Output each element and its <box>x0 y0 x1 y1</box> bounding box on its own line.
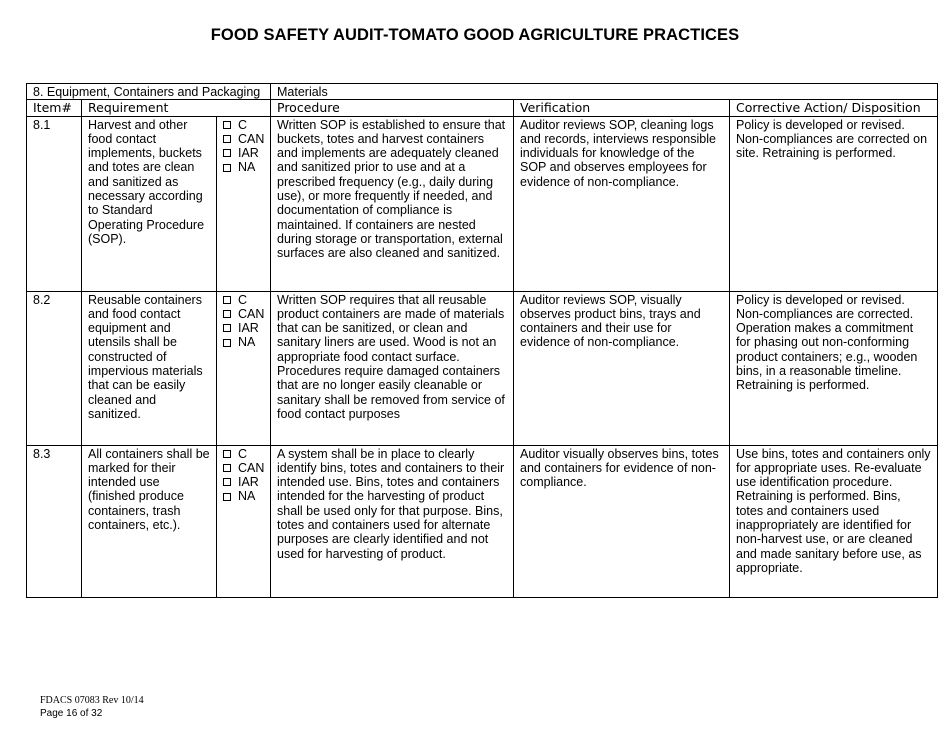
corrective-text: Use bins, totes and containers only for appropriate uses. Re-evaluate use identification procedure. Retraining is performed. Bins, totes and containers used inappropriately are identified for non-harvest use, or are cleaned and made sanitary before use, as appropriate. <box>730 445 938 597</box>
compliance-options <box>217 116 271 291</box>
checkbox-icon[interactable] <box>223 464 231 472</box>
checkbox-icon[interactable] <box>223 310 231 318</box>
verification-text: Auditor reviews SOP, cleaning logs and records, interviews responsible individuals for knowledge of the SOP and observes employees for evidence of non-compliance. <box>514 116 730 291</box>
checkbox-icon[interactable] <box>223 478 231 486</box>
audit-table <box>26 83 938 598</box>
checkbox-icon[interactable] <box>223 339 231 347</box>
checkbox-icon[interactable] <box>223 149 231 157</box>
col-header-corrective: Corrective Action/ Disposition <box>730 100 938 116</box>
item-number: 8.3 <box>27 445 82 597</box>
section-header-row <box>27 84 938 100</box>
option-na[interactable]: NA <box>223 489 270 503</box>
option-iar[interactable]: IAR <box>223 146 270 160</box>
checkbox-icon[interactable] <box>223 121 231 129</box>
option-c[interactable]: C <box>223 118 270 132</box>
col-header-item: Item# <box>27 100 82 116</box>
option-c[interactable]: C <box>223 447 270 461</box>
checkbox-icon[interactable] <box>223 324 231 332</box>
option-na[interactable]: NA <box>223 160 270 174</box>
table-row <box>27 291 938 445</box>
procedure-text: Written SOP is established to ensure that buckets, totes and harvest containers and implements are adequately cleaned and sanitized prior to use and at a prescribed frequency (e.g., daily during use), or more frequently if needed, and documentation of compliance is maintained. If containers are nested during storage or transportation, external surfaces are also cleaned and sanitized. <box>271 116 514 291</box>
corrective-text: Policy is developed or revised. Non-compliances are corrected on site. Retraining is performed. <box>730 116 938 291</box>
form-number: FDACS 07083 Rev 10/14 <box>40 695 144 706</box>
col-header-requirement: Requirement <box>82 100 271 116</box>
option-c[interactable]: C <box>223 293 270 307</box>
option-iar[interactable]: IAR <box>223 475 270 489</box>
page-title: FOOD SAFETY AUDIT-TOMATO GOOD AGRICULTURE PRACTICES <box>210 26 740 44</box>
procedure-text: Written SOP requires that all reusable product containers are made of materials that can be sanitized, or clean and sanitary liners are used. Wood is not an appropriate food contact surface. Procedures require damaged containers that are no longer easily cleanable or sanitary shall be removed from service of food contact purposes <box>271 291 514 445</box>
option-can[interactable]: CAN <box>223 307 270 321</box>
option-iar[interactable]: IAR <box>223 321 270 335</box>
option-can[interactable]: CAN <box>223 132 270 146</box>
section-title-continued: Materials <box>271 84 938 100</box>
section-title: 8. Equipment, Containers and Packaging <box>27 84 271 100</box>
checkbox-icon[interactable] <box>223 164 231 172</box>
table-row <box>27 445 938 597</box>
checkbox-icon[interactable] <box>223 493 231 501</box>
corrective-text: Policy is developed or revised. Non-compliances are corrected. Operation makes a commitment for phasing out non-conforming product containers; e.g., wooden bins, in a reasonable timeline. Retraining is performed. <box>730 291 938 445</box>
item-number: 8.2 <box>27 291 82 445</box>
requirement-text: Reusable containers and food contact equipment and utensils shall be constructed of impervious materials that can be easily cleaned and sanitized. <box>82 291 217 445</box>
compliance-options <box>217 445 271 597</box>
column-header-row <box>27 100 938 116</box>
option-can[interactable]: CAN <box>223 461 270 475</box>
procedure-text: A system shall be in place to clearly identify bins, totes and containers to their intended use. Bins, totes and containers intended for the harvesting of product shall be used only for that purpose. Bins, totes and containers used for alternate purposes are clearly identified and not used for harvesting of product. <box>271 445 514 597</box>
col-header-verification: Verification <box>514 100 730 116</box>
verification-text: Auditor reviews SOP, visually observes product bins, trays and containers and their use for evidence of non-compliance. <box>514 291 730 445</box>
table-row <box>27 116 938 291</box>
checkbox-icon[interactable] <box>223 450 231 458</box>
page-number: Page 16 of 32 <box>40 708 103 719</box>
col-header-procedure: Procedure <box>271 100 514 116</box>
page-footer <box>40 694 144 720</box>
compliance-options <box>217 291 271 445</box>
requirement-text: Harvest and other food contact implements, buckets and totes are clean and sanitized as necessary according to Standard Operating Procedure (SOP). <box>82 116 217 291</box>
checkbox-icon[interactable] <box>223 296 231 304</box>
item-number: 8.1 <box>27 116 82 291</box>
checkbox-icon[interactable] <box>223 135 231 143</box>
option-na[interactable]: NA <box>223 335 270 349</box>
verification-text: Auditor visually observes bins, totes and containers for evidence of non-compliance. <box>514 445 730 597</box>
requirement-text: All containers shall be marked for their intended use (finished produce containers, trash containers, etc.). <box>82 445 217 597</box>
